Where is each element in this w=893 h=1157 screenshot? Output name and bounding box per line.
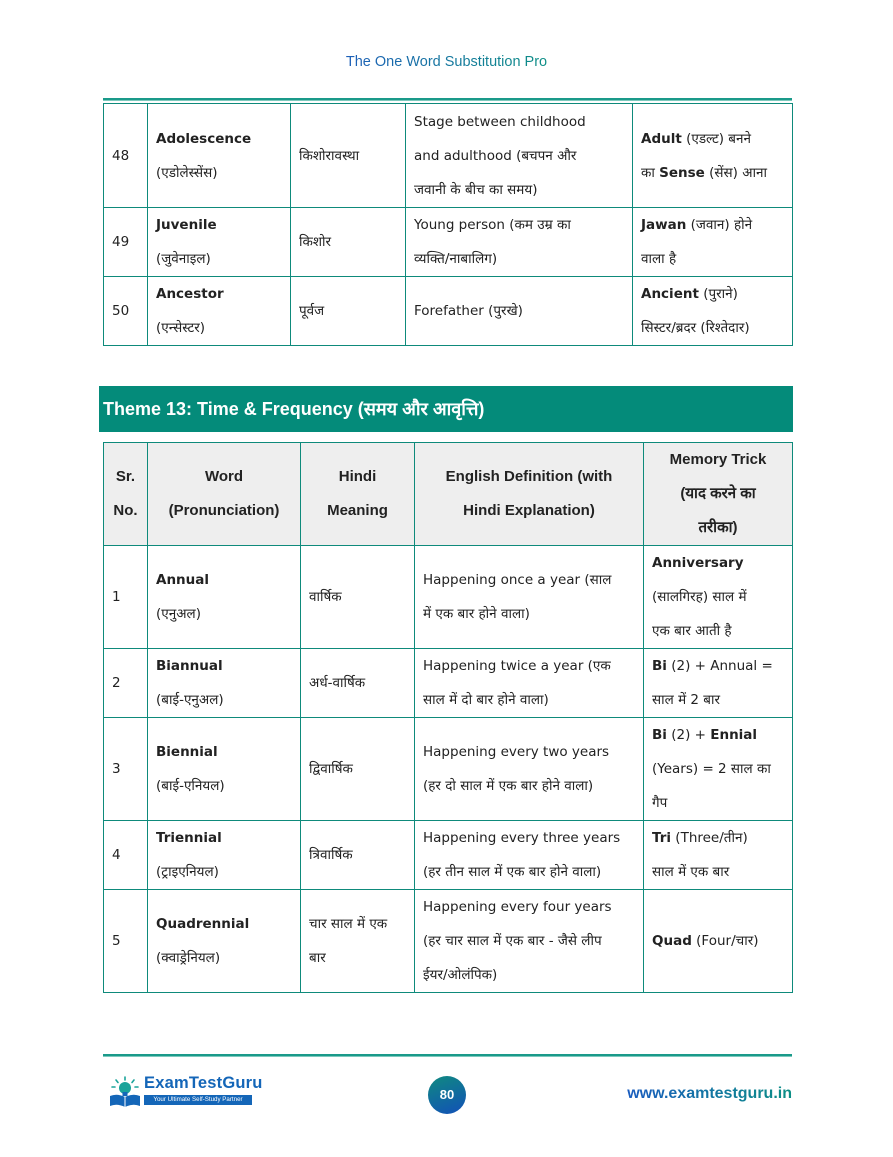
sr-no: 2 (112, 675, 121, 691)
definition-line: जवानी के बीच का समय) (414, 181, 538, 198)
word-cell (148, 546, 301, 649)
memory-trick-keyword: Quad (652, 933, 692, 949)
memory-trick-line (652, 821, 784, 855)
column-header-line: English Definition (with (445, 468, 613, 485)
definition-cell (415, 718, 644, 821)
sr-no: 1 (112, 589, 121, 605)
memory-trick-line (652, 924, 784, 958)
sr-no-cell (104, 208, 148, 277)
definition-line: में एक बार होने वाला) (423, 606, 530, 622)
memory-trick-keyword: Ennial (710, 727, 758, 743)
word-cell (148, 890, 301, 993)
column-header (415, 443, 644, 546)
hindi-meaning-cell (291, 277, 406, 346)
memory-trick-cell (644, 890, 793, 993)
website-link[interactable] (627, 1085, 792, 1103)
column-header-line: (Pronunciation) (168, 502, 280, 519)
word-text: Juvenile (156, 217, 217, 233)
memory-trick-line (652, 614, 784, 648)
sr-no-cell (104, 649, 148, 718)
memory-trick-text: (2) + Annual = (666, 658, 773, 674)
definition-line: (हर दो साल में एक बार होने वाला) (423, 778, 594, 794)
brand-name: ExamTestGuru (144, 1074, 263, 1092)
table-row (104, 718, 793, 821)
definition-line: Happening every two years (423, 744, 610, 760)
memory-trick-text: गैप (652, 795, 668, 811)
hindi-meaning: किशोर (299, 234, 332, 250)
definition-cell (415, 821, 644, 890)
memory-trick-text: वाला है (641, 251, 677, 267)
memory-trick-line (652, 580, 784, 614)
memory-trick-keyword: Sense (659, 164, 705, 181)
definition-line: Happening twice a year (एक (423, 658, 611, 674)
theme-banner (99, 386, 793, 432)
definition-cell (415, 649, 644, 718)
website-url-text: www.examtestguru.in (627, 1085, 792, 1102)
table-row (104, 546, 793, 649)
word-text: Biennial (156, 744, 218, 760)
definition-cell (406, 277, 633, 346)
page-title-text: The One Word Substitution Pro (345, 54, 548, 70)
brand-tagline: Your Ultimate Self-Study Partner (144, 1095, 252, 1105)
table-header-row (104, 443, 793, 546)
sr-no-cell (104, 821, 148, 890)
memory-trick-text: (सालगिरह) साल में (652, 589, 747, 605)
memory-trick-text: का (641, 164, 660, 181)
lightbulb-book-icon (108, 1076, 142, 1108)
sr-no-cell (104, 104, 148, 208)
table-row (104, 821, 793, 890)
memory-trick-text: (Four/चार) (691, 933, 759, 949)
hindi-meaning: वार्षिक (309, 589, 342, 605)
hindi-meaning-cell (301, 546, 415, 649)
column-header-line: Memory Trick (669, 451, 767, 468)
word-text: Quadrennial (156, 916, 250, 932)
definition-cell (415, 546, 644, 649)
hindi-meaning-cell (301, 718, 415, 821)
memory-trick-keyword: Ancient (641, 286, 699, 302)
word-pronunciation: (क्वाड्रेनियल) (156, 950, 221, 966)
hindi-meaning-cell (301, 649, 415, 718)
memory-trick-text: (Three/तीन) (671, 830, 748, 846)
memory-trick-cell (644, 546, 793, 649)
memory-trick-line (641, 311, 784, 345)
memory-trick-text: सिस्टर/ब्रदर (रिश्तेदार) (641, 320, 750, 336)
hindi-meaning: पूर्वज (299, 303, 325, 319)
sr-no-cell (104, 890, 148, 993)
definition-line: ईयर/ओलंपिक) (423, 967, 498, 983)
definition-line: and adulthood (बचपन और (414, 147, 577, 164)
memory-trick-text: (पुराने) (698, 286, 738, 302)
memory-trick-cell (633, 104, 793, 208)
memory-trick-line (652, 786, 784, 820)
sr-no-cell (104, 277, 148, 346)
footer-divider (103, 1054, 792, 1057)
word-text: Ancestor (156, 286, 224, 302)
memory-trick-cell (633, 208, 793, 277)
memory-trick-text: (जवान) होने (686, 217, 753, 233)
word-pronunciation: (एन्सेस्टर) (156, 320, 206, 336)
sr-no: 4 (112, 847, 121, 863)
memory-trick-line (652, 546, 784, 580)
table-row (104, 277, 793, 346)
word-pronunciation: (जुवेनाइल) (156, 251, 211, 267)
definition-cell (406, 208, 633, 277)
memory-trick-cell (633, 277, 793, 346)
memory-trick-keyword: Tri (652, 830, 672, 846)
word-pronunciation: (एनुअल) (156, 606, 201, 622)
word-cell (148, 649, 301, 718)
definition-line: Stage between childhood (414, 113, 586, 130)
sr-no: 5 (112, 933, 121, 949)
memory-trick-text: (एडल्ट) बनने (681, 130, 752, 147)
header-divider (103, 98, 792, 101)
table-row (104, 104, 793, 208)
word-text: Annual (156, 572, 210, 588)
word-pronunciation: (बाई-एनियल) (156, 778, 225, 794)
word-pronunciation: (ट्राइएनियल) (156, 864, 219, 880)
column-header-line: Meaning (327, 502, 388, 519)
definition-line: Forefather (पुरखे) (414, 303, 523, 319)
definition-line: व्यक्ति/नाबालिग) (414, 251, 498, 267)
memory-trick-keyword: Adult (641, 130, 682, 147)
word-text: Biannual (156, 658, 223, 674)
memory-trick-text: एक बार आती है (652, 623, 732, 639)
sr-no: 49 (112, 234, 130, 250)
memory-trick-keyword: Bi (652, 727, 667, 743)
memory-trick-line (652, 649, 784, 683)
column-header (301, 443, 415, 546)
hindi-meaning: बार (309, 950, 326, 966)
memory-trick-line (652, 683, 784, 717)
word-cell (148, 208, 291, 277)
sr-no: 48 (112, 147, 130, 164)
definition-line: Happening once a year (साल (423, 572, 612, 588)
memory-trick-keyword: Anniversary (652, 555, 744, 571)
table-row (104, 649, 793, 718)
word-text: Triennial (156, 830, 222, 846)
word-pronunciation: (बाई-एनुअल) (156, 692, 224, 708)
column-header (104, 443, 148, 546)
hindi-meaning-cell (291, 104, 406, 208)
theme-title: Theme 13: Time & Frequency (समय और आवृत्ति) (103, 399, 485, 419)
definition-line: Happening every three years (423, 830, 621, 846)
column-header-line: Hindi Explanation) (463, 502, 595, 519)
definition-line: Happening every four years (423, 899, 612, 915)
definition-line: Young person (कम उम्र का (414, 217, 571, 233)
hindi-meaning: चार साल में एक (309, 916, 388, 932)
column-header-line: तरीका) (698, 519, 738, 536)
word-cell (148, 104, 291, 208)
memory-trick-cell (644, 718, 793, 821)
column-header-line: (याद करने का (680, 485, 756, 502)
hindi-meaning-cell (301, 821, 415, 890)
table-row (104, 890, 793, 993)
memory-trick-line (641, 277, 784, 311)
hindi-meaning-cell (301, 890, 415, 993)
memory-trick-line (641, 242, 784, 276)
word-pronunciation: (एडोलेस्सेंस) (156, 164, 218, 181)
column-header-line: No. (113, 502, 138, 519)
word-cell (148, 821, 301, 890)
memory-trick-text: (2) + (666, 727, 711, 743)
memory-trick-line (652, 855, 784, 889)
hindi-meaning: त्रिवार्षिक (309, 847, 353, 863)
memory-trick-cell (644, 821, 793, 890)
hindi-meaning: किशोरावस्था (299, 147, 360, 164)
page-number: 80 (428, 1076, 466, 1114)
continued-word-table (103, 103, 793, 346)
memory-trick-line (641, 156, 784, 190)
sr-no: 50 (112, 303, 130, 319)
definition-cell (415, 890, 644, 993)
hindi-meaning: द्विवार्षिक (309, 761, 353, 777)
hindi-meaning-cell (291, 208, 406, 277)
sr-no-cell (104, 546, 148, 649)
column-header (644, 443, 793, 546)
memory-trick-text: (Years) = 2 साल का (652, 761, 771, 777)
memory-trick-line (652, 752, 784, 786)
sr-no: 3 (112, 761, 121, 777)
column-header-line: Sr. (115, 468, 136, 485)
column-header-line: Hindi (338, 468, 377, 485)
memory-trick-text: (सेंस) आना (704, 164, 767, 181)
word-cell (148, 718, 301, 821)
table-row (104, 208, 793, 277)
definition-cell (406, 104, 633, 208)
definition-line: (हर चार साल में एक बार - जैसे लीप (423, 933, 602, 949)
hindi-meaning: अर्ध-वार्षिक (309, 675, 366, 691)
definition-line: (हर तीन साल में एक बार होने वाला) (423, 864, 602, 880)
memory-trick-keyword: Bi (652, 658, 667, 674)
definition-line: साल में दो बार होने वाला) (423, 692, 549, 708)
memory-trick-keyword: Jawan (641, 217, 687, 233)
word-text: Adolescence (156, 130, 252, 147)
page-title (0, 54, 893, 70)
memory-trick-cell (644, 649, 793, 718)
sr-no-cell (104, 718, 148, 821)
memory-trick-text: साल में एक बार (652, 864, 730, 880)
column-header (148, 443, 301, 546)
memory-trick-line (641, 208, 784, 242)
memory-trick-text: साल में 2 बार (652, 692, 721, 708)
memory-trick-line (652, 718, 784, 752)
brand-logo[interactable] (108, 1074, 263, 1108)
column-header-line: Word (204, 468, 244, 485)
word-cell (148, 277, 291, 346)
memory-trick-line (641, 122, 784, 156)
theme-word-table (103, 442, 793, 993)
